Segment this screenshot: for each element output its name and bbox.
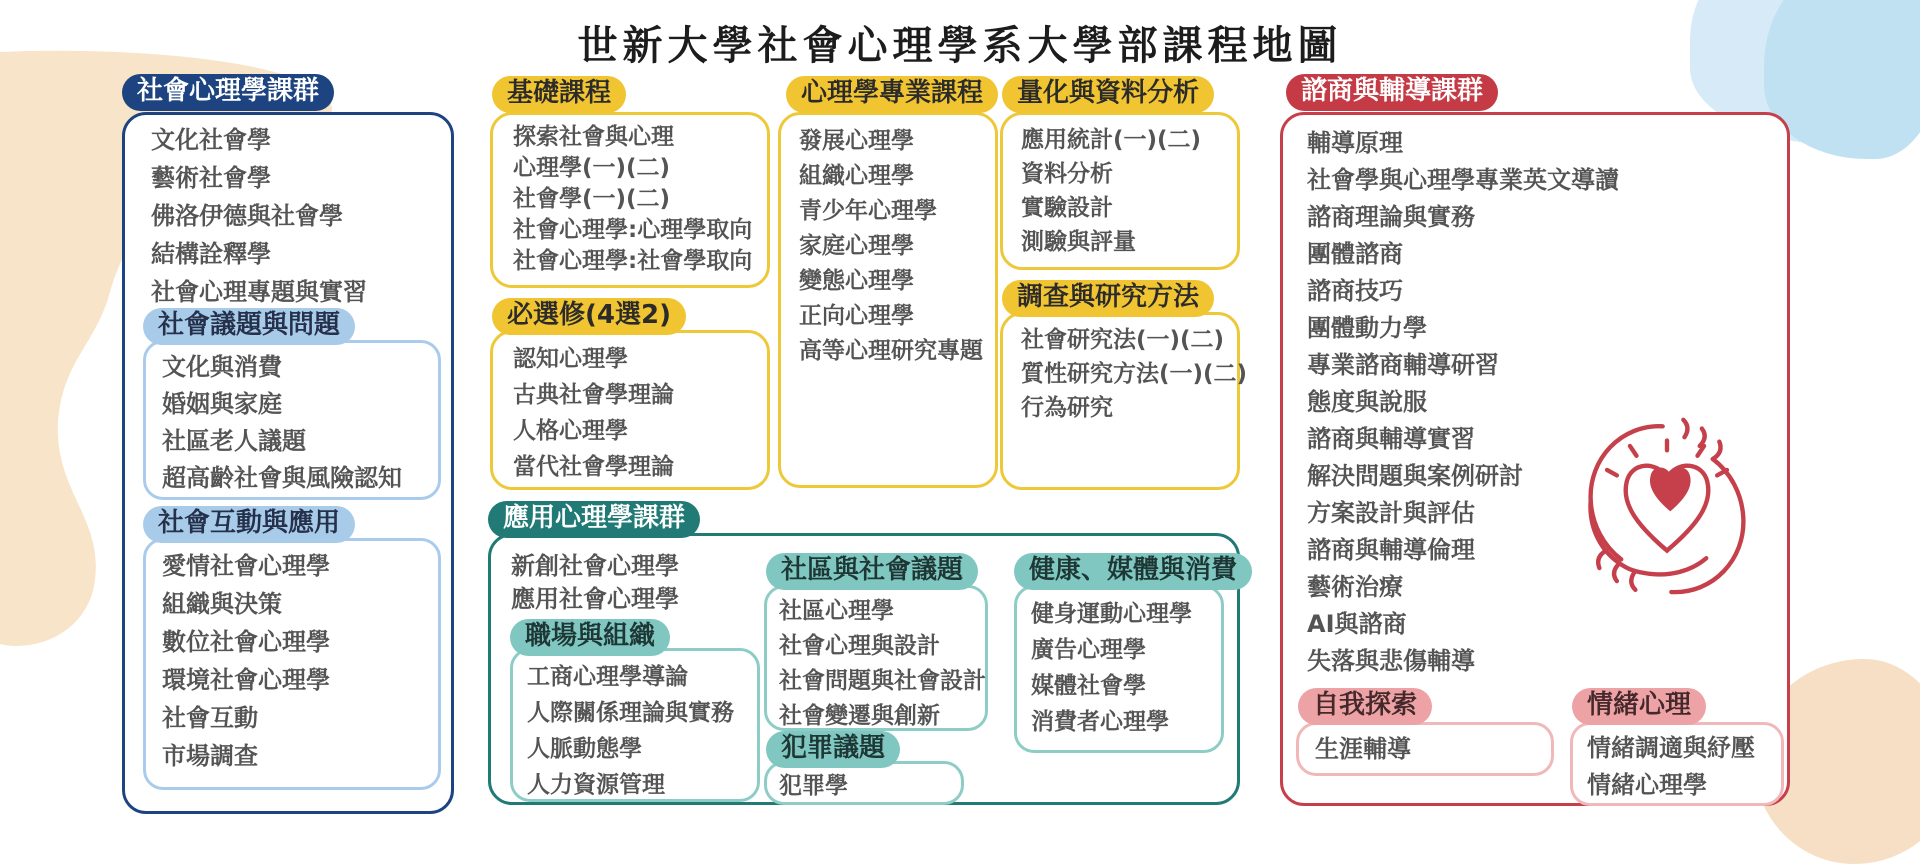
course-item: 團體動力學 [1307,314,1427,342]
course-item: 測驗與評量 [1021,229,1136,255]
course-item: 諮商技巧 [1307,277,1403,305]
group-pill-psych-pro: 心理學專業課程 [786,76,998,113]
course-item: 社會心理專題與實習 [151,278,367,306]
course-item: 社會研究法(一)(二) [1021,327,1225,353]
group-pill-workplace: 職場與組織 [510,619,670,656]
course-item: 家庭心理學 [799,233,914,259]
group-pill-foundation: 基礎課程 [492,76,626,113]
course-item: 藝術治療 [1307,573,1403,601]
course-item: AI與諮商 [1307,610,1407,638]
course-item: 質性研究方法(一)(二) [1021,361,1248,387]
group-pill-social-issues: 社會議題與問題 [143,308,355,345]
course-item: 愛情社會心理學 [162,552,330,580]
course-item: 社會心理與設計 [779,633,940,659]
course-item: 當代社會學理論 [513,454,674,480]
course-item: 工商心理學導論 [527,664,688,690]
course-item: 失落與悲傷輔導 [1307,647,1475,675]
course-item: 社會心理學:心理學取向 [513,217,753,243]
group-pill-social-psych: 社會心理學課群 [122,74,334,111]
course-item: 環境社會心理學 [162,666,330,694]
group-box-survey [1000,312,1248,490]
course-item: 認知心理學 [513,346,628,372]
group-box-workplace [510,648,760,802]
course-item: 婚姻與家庭 [162,390,282,418]
course-item: 健身運動心理學 [1031,601,1192,627]
course-item: 發展心理學 [799,128,914,154]
course-item: 社會變遷與創新 [779,703,940,729]
course-item: 廣告心理學 [1031,637,1146,663]
course-item: 結構詮釋學 [151,240,271,268]
course-item: 組織與決策 [162,590,282,618]
course-item: 犯罪學 [779,773,848,799]
course-item: 探索社會與心理 [513,124,674,150]
course-item: 資料分析 [1021,161,1113,187]
group-pill-survey: 調查與研究方法 [1002,280,1214,317]
course-item: 諮商理論與實務 [1307,203,1475,231]
course-item: 數位社會心理學 [162,628,330,656]
course-item: 團體諮商 [1307,240,1403,268]
course-item: 人力資源管理 [527,772,665,798]
page-title: 世新大學社會心理學系大學部課程地圖 [577,23,1343,69]
course-item: 輔導原理 [1307,129,1403,157]
course-item: 解決問題與案例研討 [1307,462,1523,490]
course-item: 佛洛伊德與社會學 [151,202,343,230]
course-item: 心理學(一)(二) [513,155,671,181]
course-item: 社區老人議題 [162,427,306,455]
course-item: 青少年心理學 [799,198,937,224]
group-box-self-exploration [1296,722,1554,776]
group-pill-community: 社區與社會議題 [766,553,978,590]
course-item: 消費者心理學 [1031,709,1169,735]
course-item: 人際關係理論與實務 [527,700,734,726]
course-item: 諮商與輔導倫理 [1307,536,1475,564]
course-item: 情緒心理學 [1587,771,1707,799]
course-item: 情緒調適與紓壓 [1587,734,1755,762]
group-box-social-interaction [143,538,441,790]
course-item: 高等心理研究專題 [799,338,983,364]
course-item: 社會學與心理學專業英文導讀 [1307,166,1619,194]
course-item: 正向心理學 [799,303,914,329]
group-box-quant [1000,112,1240,270]
course-item: 社會互動 [162,704,258,732]
course-item: 方案設計與評估 [1307,499,1475,527]
course-item: 社會學(一)(二) [513,186,671,212]
group-box-elective [490,330,770,490]
course-item: 市場調查 [162,742,258,770]
course-item: 新創社會心理學 [511,552,679,580]
group-pill-self-exploration: 自我探索 [1298,688,1432,725]
group-box-emotion [1570,722,1784,806]
course-item: 超高齡社會與風險認知 [162,464,402,492]
course-item: 人格心理學 [513,418,628,444]
course-item: 社會問題與社會設計 [779,668,986,694]
course-item: 人脈動態學 [527,736,642,762]
course-item: 組織心理學 [799,163,914,189]
group-pill-elective: 必選修(4選2) [492,298,686,335]
course-item: 實驗設計 [1021,195,1113,221]
course-item: 媒體社會學 [1031,673,1146,699]
course-item: 生涯輔導 [1315,735,1411,763]
course-item: 諮商與輔導實習 [1307,425,1475,453]
course-item: 社區心理學 [779,598,894,624]
course-item: 變態心理學 [799,268,914,294]
course-item: 古典社會學理論 [513,382,674,408]
course-item: 藝術社會學 [151,164,271,192]
group-box-community [764,585,988,731]
group-pill-quant: 量化與資料分析 [1002,76,1214,113]
course-item: 應用社會心理學 [511,585,679,613]
group-pill-counseling: 諮商與輔導課群 [1286,74,1498,111]
group-pill-applied-psych: 應用心理學課群 [488,501,700,538]
group-pill-emotion: 情緒心理 [1572,688,1706,725]
course-item: 文化社會學 [151,126,271,154]
group-pill-social-interaction: 社會互動與應用 [143,506,355,543]
hands-holding-heart-icon [1558,398,1776,616]
course-item: 社會心理學:社會學取向 [513,248,753,274]
group-box-health-media [1014,585,1224,753]
course-item: 應用統計(一)(二) [1021,127,1202,153]
course-item: 專業諮商輔導研習 [1307,351,1499,379]
course-item: 行為研究 [1021,395,1113,421]
group-box-foundation [490,112,770,288]
group-box-psych-pro [778,112,998,488]
group-pill-crime: 犯罪議題 [766,731,900,768]
course-item: 文化與消費 [162,353,282,381]
course-item: 態度與說服 [1307,388,1427,416]
group-box-social-issues [143,340,441,500]
group-pill-health-media: 健康、媒體與消費 [1014,553,1252,590]
